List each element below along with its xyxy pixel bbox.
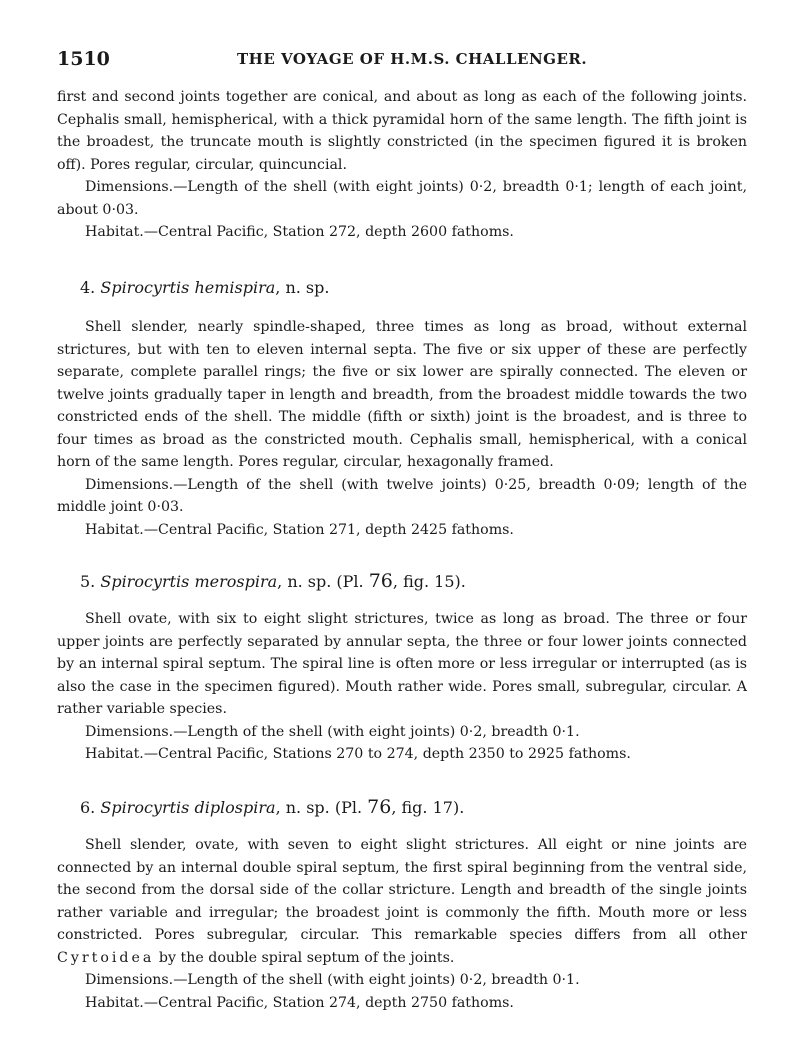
continuation-habitat <box>57 221 747 244</box>
continuation-block <box>57 86 747 244</box>
continuation-dimensions <box>57 176 747 221</box>
species-number: 4. <box>80 278 96 297</box>
species-description: Shell slender, nearly spindle-shaped, three times as long as broad, without external strictures, but with ten to eleven internal septa. The five or six upper of these are perfectly separate, complete parallel rings; the five or six lower are spirally connected. The eleven or twelve joints gradually taper in length and breadth, from the broadest middle towards the two constricted ends of the shell. The middle (fifth or sixth) joint is the broadest, and is three to four times as broad as the constricted mouth. Cephalis small, hemispherical, with a conical horn of the same length. Pores regular, circular, hexagonally framed. <box>57 319 747 470</box>
description-text-end: by the double spiral septum of the joints. <box>154 949 455 966</box>
species-number: 5. <box>80 572 96 591</box>
continuation-description: first and second joints together are conical, and about as long as each of the following joints. Cephalis small, hemispherical, with a thick pyramidal horn of the same length. The fifth joint is the broadest, the truncate mouth is slightly constricted (in the specimen figured it is broken off). Pores regular, circular, quincuncial. <box>57 89 747 173</box>
species-dimensions <box>57 721 747 744</box>
habitat-text: —Central Pacific, Station 274, depth 2750 fathoms. <box>143 994 514 1011</box>
species-suffix: , n. sp. <box>275 278 330 297</box>
dimensions-label: Dimensions. <box>85 972 174 988</box>
species-suffix: , n. sp. <box>277 572 332 591</box>
dimensions-text: —Length of the shell (with eight joints) 0·2, breadth 0·1; length of each joint, about 0·03. <box>57 179 747 218</box>
species-habitat <box>57 992 747 1015</box>
dimensions-text: —Length of the shell (with eight joints) 0·2, breadth 0·1. <box>173 972 580 988</box>
species-dimensions <box>57 474 747 519</box>
species-description <box>57 834 747 969</box>
species-habitat <box>57 519 747 542</box>
plate-number: 76 <box>367 796 392 818</box>
spaced-taxon: Cyrtoidea <box>57 949 155 966</box>
running-head <box>57 48 757 72</box>
species-heading-6 <box>80 796 464 818</box>
species-description: Shell ovate, with six to eight slight strictures, twice as long as broad. The three or four upper joints are perfectly separated by annular septa, the three or four lower joints connected by an internal spiral septum. The spiral line is often more or less irregular or interrupted (as is also the case in the specimen figured). Mouth rather wide. Pores small, subregular, circular. A rather variable species. <box>57 611 747 717</box>
plate-suffix: , fig. 17). <box>391 798 465 817</box>
species-suffix: , n. sp. <box>275 798 330 817</box>
habitat-text: —Central Pacific, Station 271, depth 2425 fathoms. <box>143 521 514 538</box>
species-habitat <box>57 743 747 766</box>
plate-prefix: (Pl. <box>331 572 369 591</box>
dimensions-label: Dimensions. <box>85 476 174 493</box>
habitat-label: Habitat. <box>85 521 144 538</box>
species-block-4 <box>57 316 747 541</box>
dimensions-label: Dimensions. <box>85 723 174 740</box>
habitat-label: Habitat. <box>85 224 144 240</box>
species-number: 6. <box>80 798 96 817</box>
plate-suffix: , fig. 15). <box>392 572 466 591</box>
habitat-label: Habitat. <box>85 994 144 1011</box>
habitat-text: —Central Pacific, Stations 270 to 274, depth 2350 to 2925 fathoms. <box>143 746 631 762</box>
habitat-text: —Central Pacific, Station 272, depth 2600 fathoms. <box>143 224 514 240</box>
habitat-label: Habitat. <box>85 746 144 762</box>
page-number: 1510 <box>57 48 110 70</box>
species-name: Spirocyrtis diplospira <box>100 798 276 817</box>
dimensions-text: —Length of the shell (with twelve joints) 0·25, breadth 0·09; length of the middle joint 0·03. <box>57 476 747 515</box>
description-text: Shell slender, ovate, with seven to eight slight strictures. All eight or nine joints are connected by an internal double spiral septum, the first spiral beginning from the ventral side, the second from the dorsal side of the collar stricture. Length and breadth of the single joints rather variable and irregular; the broadest joint is commonly the fifth. Mouth more or less constricted. Pores subregular, circular. This remarkable species differs from all other <box>57 837 747 943</box>
species-name: Spirocyrtis hemispira <box>100 278 276 297</box>
species-heading-4 <box>80 278 329 297</box>
dimensions-text: —Length of the shell (with eight joints) 0·2, breadth 0·1. <box>173 723 580 740</box>
dimensions-label: Dimensions. <box>85 179 174 195</box>
plate-number: 76 <box>368 570 393 592</box>
species-name: Spirocyrtis merospira <box>100 572 278 591</box>
species-heading-5 <box>80 570 466 592</box>
species-block-6 <box>57 834 747 1014</box>
species-dimensions <box>57 969 747 992</box>
species-block-5 <box>57 608 747 766</box>
running-title: THE VOYAGE OF H.M.S. CHALLENGER. <box>237 50 588 68</box>
plate-prefix: (Pl. <box>329 798 368 817</box>
